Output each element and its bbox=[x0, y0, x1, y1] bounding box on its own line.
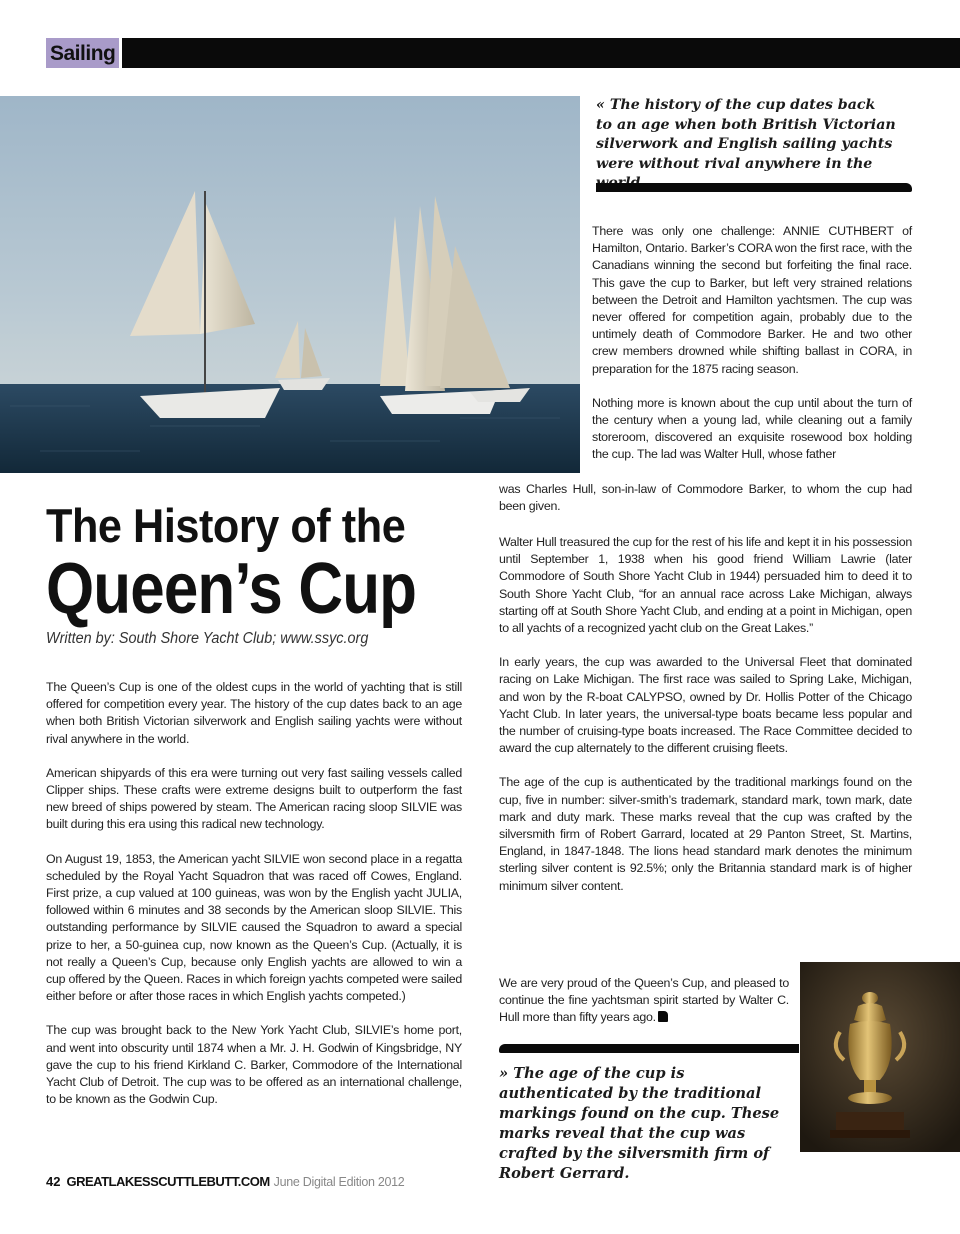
pull-quote-marker: » bbox=[499, 1065, 509, 1082]
pull-quote-rule bbox=[596, 183, 912, 192]
paragraph: The age of the cup is authenticated by the traditional markings found on the cup, five in number: silver-smith’s trademark, standard mark, town mark, date mark and duty mark. These marks reveal that the cup was crafted by the silversmith firm of Robert Garrard, located at 29 Panton Street, St. Martins, England, in 1847-1848. The lions head standard mark denotes the minimum sterling silver content is 92.5%; only the Britannia standard mark is of higher minimum silver content. bbox=[499, 775, 912, 893]
right-column-top bbox=[592, 223, 912, 464]
pull-quote-text: The age of the cup is authenticated by the traditional markings found on the cup. These marks reveal that the cup was crafted by the silversmith firm of Robert Gerrard. bbox=[499, 1065, 780, 1182]
right-column bbox=[499, 534, 912, 912]
site-name: GREATLAKESSCUTTLEBUTT.COM bbox=[66, 1174, 270, 1189]
pull-quote-rule bbox=[499, 1044, 799, 1053]
paragraph: American shipyards of this era were turning out very fast sailing vessels called Clipper ships. These crafts were extreme designs built to outperform the fast new breed of ships powered by steam. The American racing sloop SILVIE was built during this era using this radical new technology. bbox=[46, 765, 462, 832]
queens-cup-trophy-photo bbox=[800, 962, 960, 1152]
article-title-line1: The History of the bbox=[46, 499, 406, 552]
paragraph: The cup was brought back to the New York Yacht Club, SILVIE’s home port, and went into obscurity until 1874 when a Mr. J. H. Godwin of Kingsbridge, NY gave the cup to his friend Kirkland C. Barker, Commodore of the International Yacht Club of Detroit. The cup was to be offered as an international challenge, to be known as the Godwin Cup. bbox=[46, 1023, 462, 1107]
paragraph: We are very proud of the Queen’s Cup, and pleased to continue the fine yachtsman spirit started by Walter C. Hull more than fifty years ago. bbox=[499, 976, 789, 1025]
page-footer bbox=[46, 1174, 404, 1189]
paragraph: On August 19, 1853, the American yacht SILVIE won second place in a regatta scheduled by the Royal Yacht Squadron that was raced off Cowes, England. First prize, a cup valued at 100 guineas, was won by the English yacht JULIA, followed within 6 minutes and 38 seconds by the American sloop SILVIE. This outstanding performance by SILVIE caused the Squadron to award a special prize to her, a 50-guinea cup, now known as the Queen’s Cup. (Actually, it is not really a Queen’s Cup, because only English yachts are allowed to win a cup offered by the Queen. Races in which foreign yachts competed were sailed either before or after those races in which English yachts competed.) bbox=[46, 851, 462, 1004]
paragraph: There was only one challenge: ANNIE CUTHBERT of Hamilton, Ontario. Barker’s CORA won the first race, with the Canadians winning the second but forfeiting the final race. This gave the cup to Barker, but left very strained relations between the Detroit and Hamilton yachtsmen. The cup was never offered for competition again, probably due to the untimely death of Commodore Barker. He and two other crew members drowned while shifting ballast in CORA, in preparation for the 1875 racing season. bbox=[592, 224, 912, 376]
paragraph-continuation: was Charles Hull, son-in-law of Commodore Barker, to whom the cup had been given. bbox=[499, 482, 912, 514]
section-label: Sailing bbox=[46, 38, 122, 68]
page-number: 42 bbox=[46, 1174, 61, 1189]
paragraph: Walter Hull treasured the cup for the rest of his life and kept it in his possession until September 1, 1938 when his good friend William Lawrie (later Commodore of South Shore Yacht Club in 1944) persuaded him to deed it to South Shore Yacht Club, “for an annual race across Lake Michigan, always starting off at South Shore Yacht Club, and ending at a point in Michigan, open to all yachts of a recognized yacht club on the Great Lakes.” bbox=[499, 535, 912, 636]
paragraph: The Queen’s Cup is one of the oldest cups in the world of yachting that is still offered for competition every year. The history of the cup dates back to an age when both British Victorian silverwork and English sailing yachts were without rival anywhere in the world. bbox=[46, 680, 462, 746]
pull-quote-bottom bbox=[499, 1064, 799, 1184]
paragraph: Nothing more is known about the cup until about the turn of the century when a young lad, while cleaning out a family storeroom, discovered an exquisite rosewood box holding the cup. The lad was Walter Hull, whose father bbox=[592, 395, 912, 462]
sailboats-photo bbox=[0, 96, 580, 473]
pull-quote-top bbox=[596, 96, 896, 194]
left-column bbox=[46, 679, 462, 1125]
edition-label: June Digital Edition 2012 bbox=[273, 1175, 405, 1189]
article-byline: Written by: South Shore Yacht Club; www.ssyc.org bbox=[46, 630, 369, 647]
section-header-bar bbox=[46, 38, 960, 68]
end-mark-icon bbox=[658, 1011, 668, 1022]
article-title-line2: Queen’s Cup bbox=[46, 549, 417, 629]
paragraph: In early years, the cup was awarded to the Universal Fleet that dominated racing on Lake Michigan. The first race was sailed to Spring Lake, Michigan, and won by the R-boat CALYPSO, owned by Dr. Hollis Potter of the Chicago Yacht Club. In later years, the universal-type boats became less popular and the number of cruising-type boats increased. The Race Committee decided to award the cup alternately to the different cruising fleets. bbox=[499, 655, 912, 756]
closing-paragraph bbox=[499, 975, 789, 1027]
pull-quote-marker: « bbox=[596, 97, 605, 113]
pull-quote-text: The history of the cup dates back to an age when both British Victorian silverwork and English sailing yachts were without rival anywhere in the bbox=[596, 97, 896, 172]
